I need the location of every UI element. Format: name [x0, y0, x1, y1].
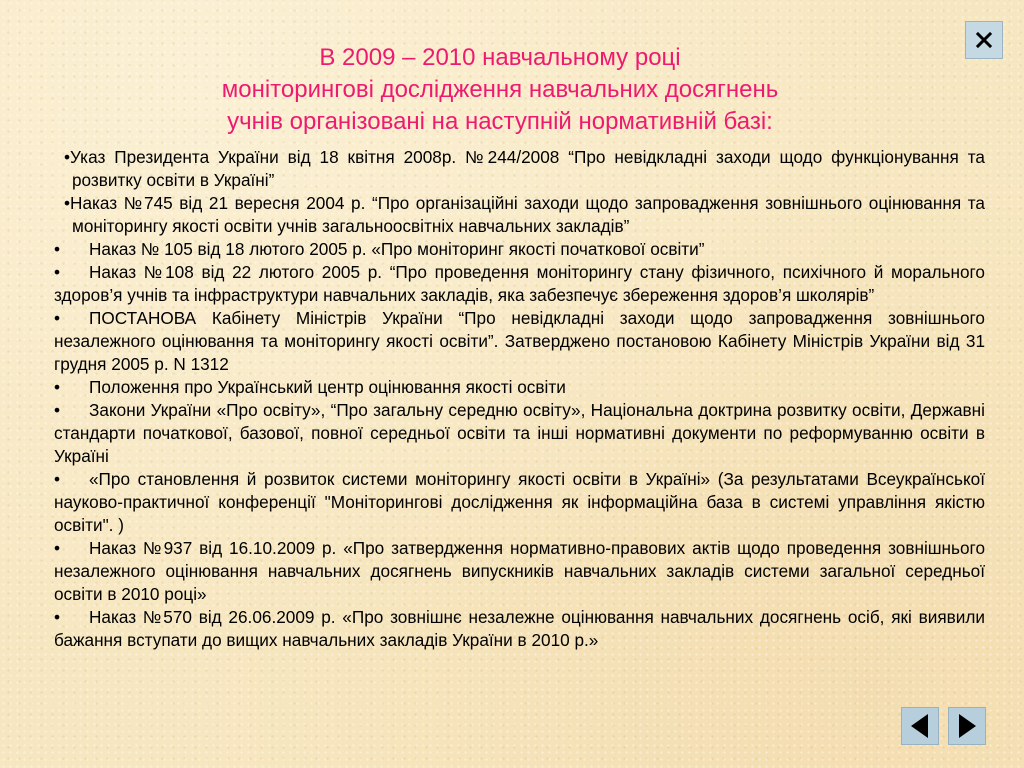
list-bullet: •: [54, 538, 61, 558]
list-bullet: •: [54, 377, 61, 397]
close-button[interactable]: [965, 21, 1003, 59]
slide-title: [60, 42, 940, 138]
list-bullet: •: [54, 239, 61, 259]
list-item-text: Указ Президента України від 18 квітня 2008р. №244/2008 “Про невідкладні заходи щодо функціонування та розвитку освіти в Україні”: [70, 147, 985, 190]
list-item-text: Наказ №745 від 21 вересня 2004 р. “Про організаційні заходи щодо запровадження зовнішнього оцінювання та моніторингу якості освіти учнів загальноосвітніх навчальних закладів”: [70, 193, 985, 236]
list-item: [54, 376, 985, 399]
list-item: [54, 238, 985, 261]
title-line-1: В 2009 – 2010 навчальному році: [319, 44, 681, 71]
list-bullet: •: [54, 308, 61, 328]
list-bullet: •: [64, 147, 71, 167]
arrow-left-icon: [908, 712, 932, 740]
document-list: [54, 146, 985, 652]
list-item: [54, 399, 985, 468]
arrow-right-icon: [955, 712, 979, 740]
list-item-text: Наказ №937 від 16.10.2009 р. «Про затвердження нормативно-правових актів щодо проведення зовнішнього незалежного оцінювання навчальних досягнень випускників навчальних закладів системи загальної середньої освіти в 2010 році»: [54, 538, 985, 604]
next-slide-button[interactable]: [948, 707, 986, 745]
list-item-text: Наказ №108 від 22 лютого 2005 р. “Про проведення моніторингу стану фізичного, психічного й морального здоров’я учнів та інфраструктури навчальних закладів, яка забезпечує збереження здоров’я школярів”: [54, 262, 985, 305]
list-item-text: Наказ №570 від 26.06.2009 р. «Про зовнішнє незалежне оцінювання навчальних досягнень осіб, які виявили бажання вступати до вищих навчальних закладів України в 2010 р.»: [54, 607, 985, 650]
previous-slide-button[interactable]: [901, 707, 939, 745]
list-item: [54, 146, 985, 192]
list-item: [54, 537, 985, 606]
list-item-text: Наказ № 105 від 18 лютого 2005 р. «Про моніторинг якості початкової освіти”: [89, 239, 705, 259]
list-bullet: •: [54, 607, 61, 627]
list-bullet: •: [54, 400, 61, 420]
list-item: [54, 606, 985, 652]
title-line-3: учнів організовані на наступній нормативній базі:: [227, 108, 773, 135]
list-item: [54, 307, 985, 376]
list-item-text: ПОСТАНОВА Кабінету Міністрів України “Про невідкладні заходи щодо запровадження зовнішнього незалежного оцінювання та моніторингу якості освіти”. Затверджено постановою Кабінету Міністрів України від 31 грудня 2005 р. N 1312: [54, 308, 985, 374]
title-line-2: моніторингові дослідження навчальних досягнень: [221, 76, 779, 103]
list-item-text: Закони України «Про освіту», “Про загальну середню освіту», Національна доктрина розвитку освіти, Державні стандарти початкової, базової, повної середньої освіти та інші нормативні документи по реформуванню освіти в Україні: [54, 400, 985, 466]
list-bullet: •: [54, 469, 61, 489]
close-icon: [974, 30, 994, 50]
list-item: [54, 468, 985, 537]
list-item: [54, 261, 985, 307]
list-item-text: Положення про Український центр оцінювання якості освіти: [89, 377, 566, 397]
list-item-text: «Про становлення й розвиток системи моніторингу якості освіти в Україні» (За результатами Всеукраїнської науково-практичної конференції "Моніторингові дослідження як інформаційна база в системі управління якістю освіти". ): [54, 469, 985, 535]
list-bullet: •: [54, 262, 61, 282]
list-item: [54, 192, 985, 238]
list-bullet: •: [64, 193, 71, 213]
